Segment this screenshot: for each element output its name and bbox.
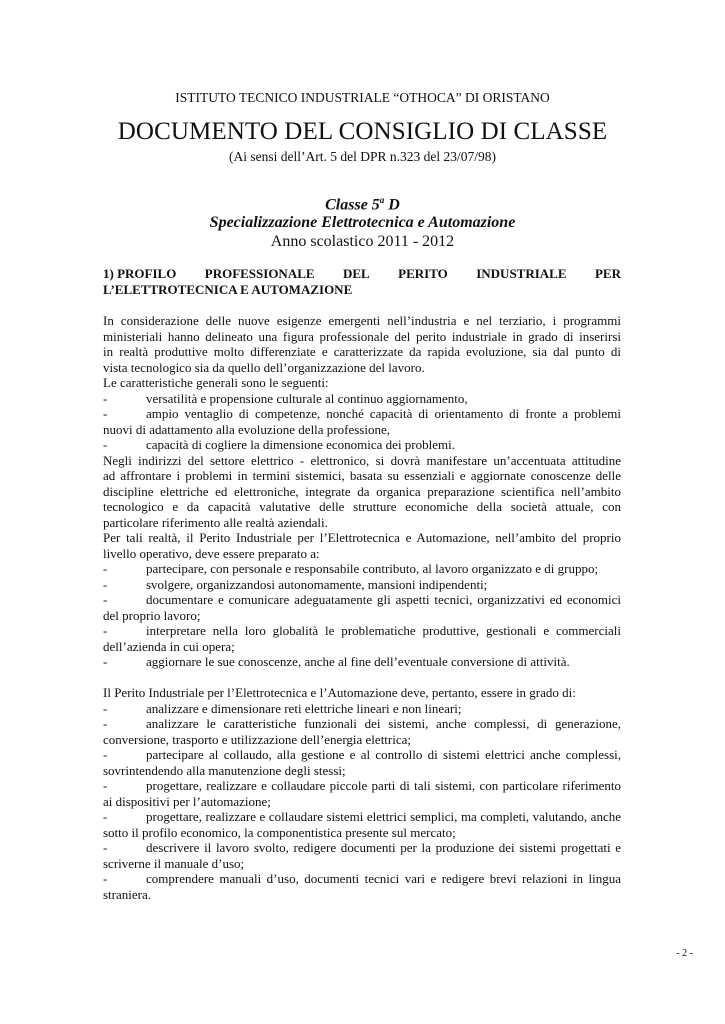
list-item-text: analizzare le caratteristiche funzionali dei sistemi, anche complessi, di generazione, [146, 716, 621, 731]
paragraph-line: vista tecnologico sia da quello dell’organizzazione del lavoro. [103, 359, 425, 375]
list-item-text: descrivere il lavoro svolto, redigere documenti per la produzione dei sistemi progettati e [146, 840, 621, 855]
list-item [103, 701, 621, 717]
list-item-first-line [103, 654, 621, 670]
list-item-continuation: nuovi di adattamento alla evoluzione della professione, [103, 421, 390, 437]
list-item [103, 561, 621, 577]
list-item [103, 871, 621, 902]
list-item-text: capacità di cogliere la dimensione economica dei problemi. [146, 437, 455, 452]
list-item-first-line [103, 592, 621, 608]
list-item-text: aggiornare le sue conoscenze, anche al fine dell’eventuale conversione di attività. [146, 654, 570, 669]
list-item-first-line [103, 747, 621, 763]
list-item-text: partecipare, con personale e responsabile contributo, al lavoro organizzato e di gruppo; [146, 561, 599, 576]
heading-word: PER [594, 266, 621, 281]
list-item-continuation: dell’azienda in cui opera; [103, 638, 235, 654]
preparato-list [103, 561, 621, 670]
caratteristiche-list [103, 391, 621, 453]
list-item-first-line [103, 840, 621, 856]
list-item-text: analizzare e dimensionare reti elettriche lineari e non lineari; [146, 700, 462, 716]
class-label: Classe 5$^a$ D [325, 195, 400, 214]
heading-word: DEL [343, 266, 370, 281]
list-item-first-line [103, 809, 621, 825]
list-item-text: partecipare al collaudo, alla gestione e al controllo di sistemi elettrici anche complessi, [146, 747, 621, 762]
list-item-continuation: sotto il profilo economico, la componentistica presente sul mercato; [103, 824, 456, 840]
list-item [103, 437, 621, 453]
list-item-text: interpretare nella loro globalità le problematiche produttive, gestionali e commerciali [146, 623, 621, 638]
list-item-first-line [103, 561, 621, 577]
dash-bullet: - [103, 437, 108, 452]
dash-bullet: - [103, 747, 108, 762]
list-item [103, 391, 621, 407]
list-item-continuation: conversione, trasporto e utilizzazione dell’energia elettrica; [103, 731, 412, 747]
paragraph-line: particolare riferimento alle realtà aziendali. [103, 514, 328, 530]
dash-bullet: - [103, 390, 108, 406]
list-item-continuation: straniera. [103, 886, 152, 902]
list-item-continuation: del proprio lavoro; [103, 607, 201, 623]
list-item-first-line [103, 701, 621, 717]
realta-line-1: Per tali realtà, il Perito Industriale per l’Elettrotecnica e Automazione, nell’ambito del proprio [103, 530, 621, 545]
dash-bullet: - [103, 700, 108, 716]
list-item [103, 577, 621, 593]
dash-bullet: - [103, 778, 108, 793]
page-number: - 2 - [676, 948, 693, 959]
institute-name: ISTITUTO TECNICO INDUSTRIALE “OTHOCA” DI ORISTANO [175, 90, 550, 105]
paragraph-line: In considerazione delle nuove esigenze emergenti nell’industria e nel terziario, i programmi [103, 313, 621, 328]
dash-bullet: - [103, 809, 108, 824]
dash-bullet: - [103, 623, 108, 638]
paragraph-line: ministeriali hanno delineato una figura professionale del perito industriale in grado di inserirsi [103, 328, 621, 344]
list-item-first-line [103, 391, 621, 407]
paragraph-line: tecnologico e da capacità valutative delle strutture economiche della società attuale, con [103, 499, 621, 514]
intro-paragraph [103, 313, 621, 375]
list-item-first-line [103, 716, 621, 732]
list-item [103, 654, 621, 670]
section-heading: 1) PROFILO PROFESSIONALE DEL PERITO INDUSTRIALE PER L’ELETTROTECNICA E AUTOMAZIONE [103, 266, 621, 297]
grado-lead: Il Perito Industriale per l’Elettrotecnica e l’Automazione deve, pertanto, essere in grado di: [103, 685, 576, 700]
dash-bullet: - [103, 592, 108, 607]
list-item [103, 716, 621, 747]
paragraph-line: in realtà produttive molto differenziate e caratterizzate da rapida evoluzione, sia dal punto di [103, 344, 621, 359]
caratteristiche-lead: Le caratteristiche generali sono le seguenti: [103, 375, 329, 390]
list-item-text: ampio ventaglio di competenze, nonché capacità di orientamento di fronte a problemi [146, 406, 621, 421]
dash-bullet: - [103, 654, 108, 669]
realta-line-2: livello operativo, deve essere preparato a: [103, 545, 320, 561]
dash-bullet: - [103, 840, 108, 855]
heading-word: INDUSTRIALE [476, 266, 567, 281]
dash-bullet: - [103, 576, 108, 592]
list-item-first-line [103, 406, 621, 422]
list-item-first-line [103, 577, 621, 593]
list-item [103, 592, 621, 623]
list-item [103, 778, 621, 809]
paragraph-line: discipline elettriche ed elettroniche, integrate da organica preparazione scientifica nell’ambito [103, 483, 621, 499]
list-item-continuation: sovrintendendo alla manutenzione degli stessi; [103, 762, 346, 778]
list-item-text: versatilità e propensione culturale al continuo aggiornamento, [146, 390, 468, 406]
list-item [103, 406, 621, 437]
list-item [103, 623, 621, 654]
document-subtitle: (Ai sensi dell’Art. 5 del DPR n.323 del 23/07/98) [229, 149, 496, 164]
list-item-continuation: scriverne il manuale d’uso; [103, 855, 245, 871]
list-item-text: progettare, realizzare e collaudare piccole parti di tali sistemi, con particolare riferimento [146, 778, 621, 793]
list-item-first-line [103, 623, 621, 639]
dash-bullet: - [103, 716, 108, 731]
indirizzi-paragraph [103, 453, 621, 531]
heading-word: 1) PROFILO [103, 266, 177, 281]
school-year: Anno scolastico 2011 - 2012 [270, 233, 455, 250]
document-title: DOCUMENTO DEL CONSIGLIO DI CLASSE [117, 118, 608, 145]
specialization-label: Specializzazione Elettrotecnica e Automazione [209, 214, 516, 231]
list-item-text: comprendere manuali d’uso, documenti tecnici vari e redigere brevi relazioni in lingua [146, 871, 621, 886]
dash-bullet: - [103, 561, 108, 576]
list-item-text: progettare, realizzare e collaudare sistemi elettrici semplici, ma completi, valutando, anche [146, 809, 621, 824]
list-item-text: documentare e comunicare adeguatamente gli aspetti tecnici, organizzativi ed economici [146, 592, 621, 607]
section-body [103, 313, 621, 902]
paragraph-line: Negli indirizzi del settore elettrico - elettronico, si dovrà manifestare un’accentuata attitudine [103, 452, 621, 468]
list-item [103, 747, 621, 778]
list-item [103, 809, 621, 840]
heading-word: PERITO [398, 266, 448, 281]
list-item-continuation: ai dispositivi per l’automazione; [103, 793, 271, 809]
dash-bullet: - [103, 406, 108, 421]
list-item-first-line [103, 437, 621, 453]
paragraph-line: ad affrontare i problemi in termini sistemici, basata su essenziali e aggiornate conoscenze delle [103, 468, 621, 483]
grado-list [103, 701, 621, 903]
list-item-text: svolgere, organizzandosi autonomamente, mansioni indipendenti; [146, 576, 488, 592]
heading-word: PROFESSIONALE [204, 266, 315, 281]
list-item-first-line [103, 778, 621, 794]
list-item-first-line [103, 871, 621, 887]
dash-bullet: - [103, 871, 108, 886]
list-item [103, 840, 621, 871]
